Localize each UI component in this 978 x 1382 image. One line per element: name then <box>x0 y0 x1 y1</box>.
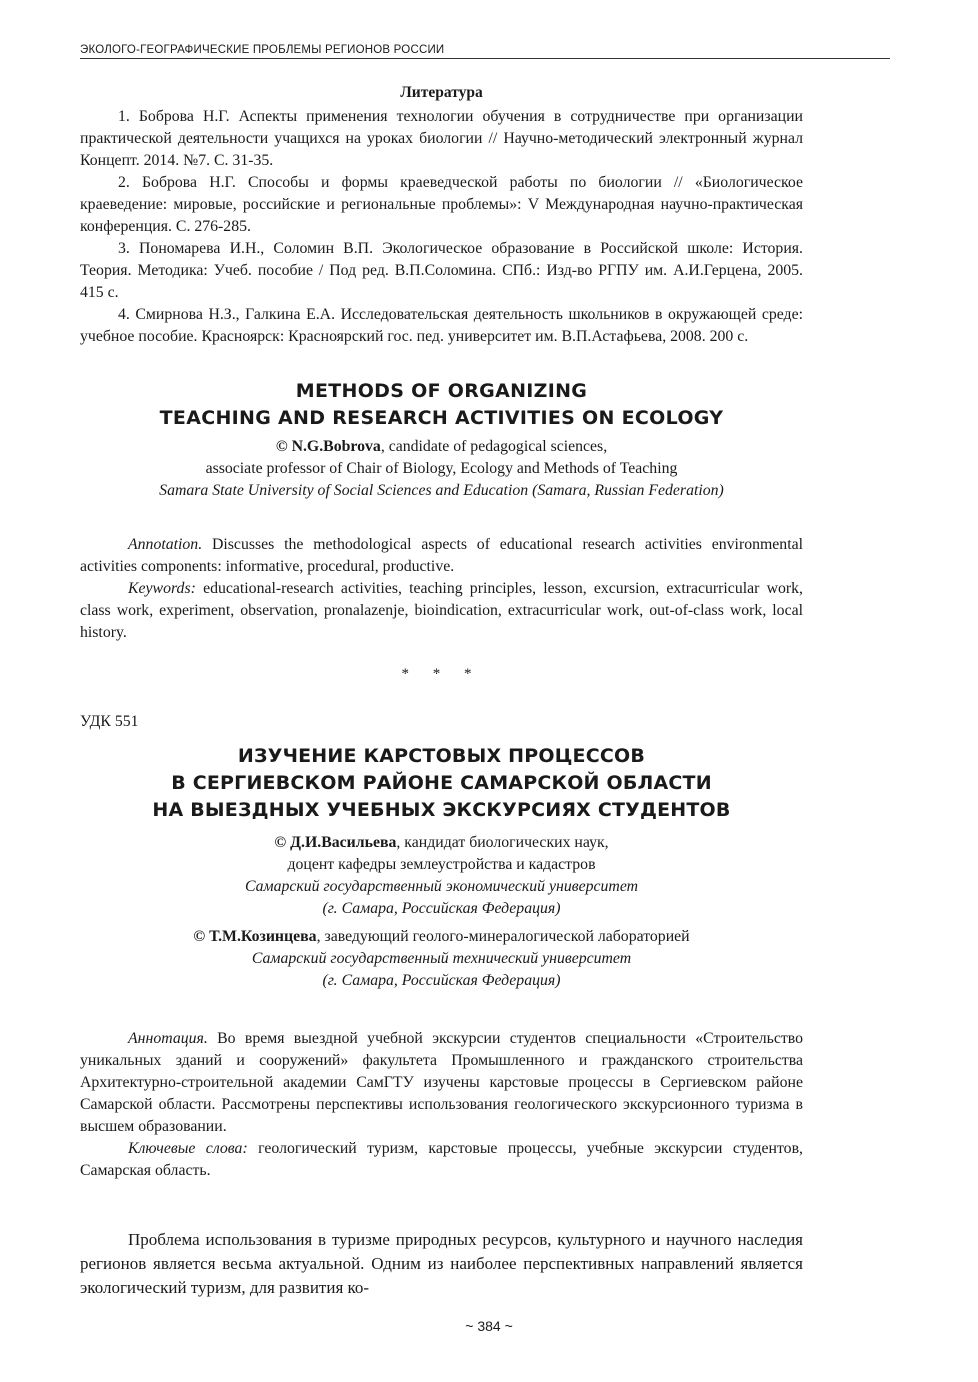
stars-separator: * * * <box>401 666 482 682</box>
russian-title-line: ИЗУЧЕНИЕ КАРСТОВЫХ ПРОЦЕССОВ <box>237 745 646 767</box>
annotation-text: Во время выездной учебной экскурсии студентов специальности «Строительство уникальных зданий и сооружений» факультета Промышленного и гражданского строительства Архитектурно-строительной академии СамГТУ изучены карстовые процессы в Сергиевском районе Самарской области. Рассмотрены перспективы использования геологического экскурсионного туризма в высшем образовании. <box>80 1030 803 1135</box>
author-name: © N.G.Bobrova <box>275 438 381 455</box>
english-title-line: TEACHING AND RESEARCH ACTIVITIES ON ECOLOGY <box>159 407 724 429</box>
author-name: © Т.М.Козинцева <box>193 928 317 945</box>
author-position: , заведующий геолого-минералогической лабораторией <box>316 928 690 945</box>
author-degree: , candidate of pedagogical sciences, <box>380 438 608 455</box>
keywords-text: educational-research activities, teaching principles, lesson, excursion, extracurricular work, class work, experiment, observation, pronalazenje, bioindication, extracurricular work, out-of-class work, local history. <box>80 580 803 641</box>
annotation-paragraph <box>80 1028 803 1138</box>
russian-author-1 <box>80 832 803 854</box>
page-number: ~ 384 ~ <box>465 1318 513 1334</box>
body-text <box>80 1228 803 1300</box>
russian-title-line: НА ВЫЕЗДНЫХ УЧЕБНЫХ ЭКСКУРСИЯХ СТУДЕНТОВ <box>152 799 731 821</box>
author-position: доцент кафедры землеустройства и кадастров <box>287 856 596 873</box>
reference-item: 1. Боброва Н.Г. Аспекты применения технологии обучения в сотрудничестве при организации практической деятельности учащихся на уроках биологии // Научно-методический электронный журнал Концепт. 2014. №7. С. 31-35. <box>80 108 803 169</box>
reference-item: 2. Боброва Н.Г. Способы и формы краеведческой работы по биологии // «Биологическое краеведение: мировые, российские и региональные проблемы»: V Международная научно-практическая конференция. С. 276-285. <box>80 174 803 235</box>
annotation-text: Discusses the methodological aspects of educational research activities environmental activities components: informative, procedural, productive. <box>80 536 803 575</box>
section-separator <box>80 666 803 683</box>
russian-author-2 <box>80 926 803 948</box>
russian-abstract <box>80 1028 803 1182</box>
reference-item: 4. Смирнова Н.З., Галкина Е.А. Исследовательская деятельность школьников в окружающей среде: учебное пособие. Красноярск: Красноярский гос. пед. университет им. В.П.Астафьева, 2008. 200 с. <box>80 306 803 345</box>
keywords-text: геологический туризм, карстовые процессы, учебные экскурсии студентов, Самарская область. <box>80 1140 803 1179</box>
author-affiliation: Самарский государственный экономический университет <box>244 878 639 895</box>
keywords-paragraph <box>80 578 803 644</box>
body-paragraph: Проблема использования в туризме природных ресурсов, культурного и научного наследия регионов является весьма актуальной. Одним из наиболее перспективных направлений является экологический туризм, для развития ко- <box>80 1230 803 1297</box>
author-affiliation-city: (г. Самара, Российская Федерация) <box>322 972 561 989</box>
author-affiliation: Samara State University of Social Sciences and Education (Samara, Russian Federation) <box>159 482 724 499</box>
russian-title-line: В СЕРГИЕВСКОМ РАЙОНЕ САМАРСКОЙ ОБЛАСТИ <box>171 772 712 794</box>
english-abstract <box>80 534 803 644</box>
udk-code: УДК 551 <box>80 713 139 730</box>
keywords-label: Keywords: <box>128 580 196 597</box>
english-title-line: METHODS OF ORGANIZING <box>295 380 588 402</box>
author-degree: , кандидат биологических наук, <box>396 834 609 851</box>
reference-item: 3. Пономарева И.Н., Соломин В.П. Экологическое образование в Российской школе: История. Теория. Методика: Учеб. пособие / Под ред. В.П.Соломина. СПб.: Изд-во РГПУ им. А.И.Герцена, 2005. 415 с. <box>80 240 803 301</box>
keywords-label: Ключевые слова: <box>128 1140 248 1157</box>
running-header: ЭКОЛОГО-ГЕОГРАФИЧЕСКИЕ ПРОБЛЕМЫ РЕГИОНОВ РОССИИ <box>80 44 890 59</box>
literature-heading: Литература <box>400 84 483 101</box>
annotation-label: Аннотация. <box>128 1030 208 1047</box>
literature-section <box>80 84 803 348</box>
english-article-header <box>80 378 803 502</box>
annotation-label: Annotation. <box>128 536 203 553</box>
author-affiliation-city: (г. Самара, Российская Федерация) <box>322 900 561 917</box>
annotation-paragraph <box>80 534 803 578</box>
author-position: associate professor of Chair of Biology, Ecology and Methods of Teaching <box>205 460 678 477</box>
author-name: © Д.И.Васильева <box>274 834 397 851</box>
keywords-paragraph <box>80 1138 803 1182</box>
author-affiliation: Самарский государственный технический университет <box>251 950 632 967</box>
russian-article-header <box>80 743 803 992</box>
english-author <box>80 436 803 458</box>
